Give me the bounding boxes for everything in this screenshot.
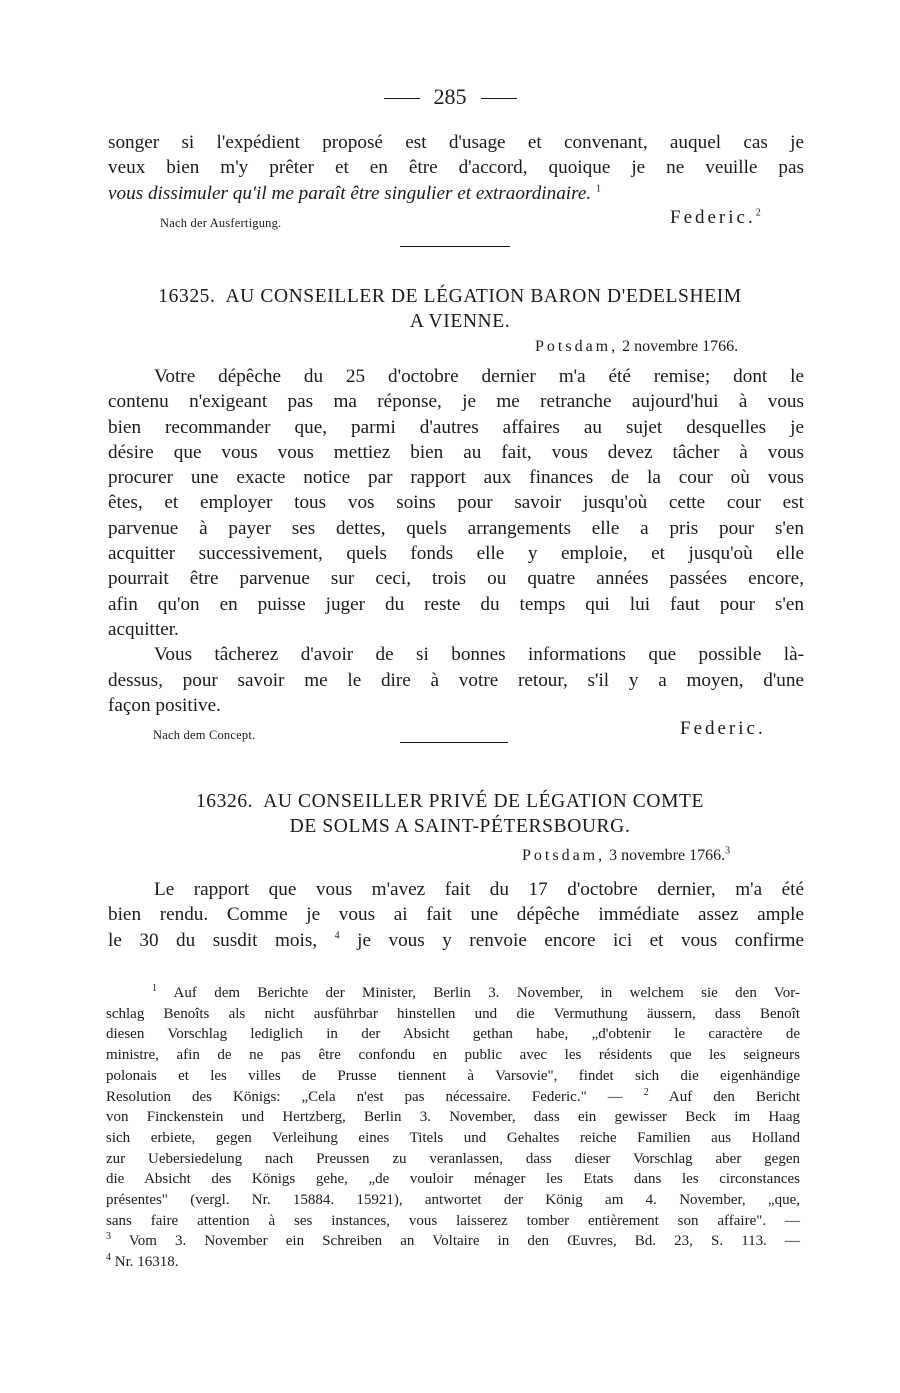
entry-title-continued [10, 310, 900, 334]
footnote-line: zur Uebersiedelung nach Preussen zu veranlassen, dass dieser Vorschlag aber gegen [106, 1150, 800, 1167]
text-line: êtes, et employer tous vos soins pour savoir jusqu'où cette cour est [108, 492, 804, 514]
text-line: Le rapport que vous m'avez fait du 17 d'octobre dernier, m'a été [154, 879, 804, 900]
footnote-marker: 3 [106, 1231, 111, 1243]
text-line: procurer une exacte notice par rapport aux finances de la cour où vous [108, 467, 804, 489]
text-line: dessus, pour savoir me le dire à votre retour, s'il y a moyen, d'une [108, 669, 804, 691]
text-line-content: je vous y renvoie encore ici et vous confirme [339, 929, 804, 951]
entry-title-line1: AU CONSEILLER PRIVÉ DE LÉGATION COMTE [263, 791, 705, 812]
page-number: 285 [433, 84, 467, 109]
text-line: Votre dépêche du 25 d'octobre dernier m'a été remise; dont le [154, 366, 804, 387]
text-line: façon positive. [108, 694, 221, 716]
source-note: Nach dem Concept. [153, 728, 256, 742]
text-line: songer si l'expédient proposé est d'usage et convenant, auquel cas je [108, 132, 804, 153]
text-line: bien rendu. Comme je vous ai fait une dépêche immédiate assez ample [108, 904, 804, 926]
footnote-ref: 3 [725, 845, 731, 857]
entry-title [0, 285, 900, 309]
text-line: veux bien m'y prêter et en être d'accord, quoique je ne veuille pas [108, 157, 804, 179]
dateline-date: 2 novembre 1766. [622, 338, 739, 355]
text-line-content: vous dissimuler qu'il me paraît être singulier et extraordinaire. [108, 182, 592, 204]
source-note: Nach der Ausfertigung. [160, 216, 282, 230]
footnote-ref: 4 [334, 930, 340, 942]
footnote-ref: 1 [596, 183, 602, 195]
footnote-line: présentes" (vergl. Nr. 15884. 15921), antwortet der König am 4. November, „que, [106, 1192, 800, 1209]
text-line-content: le 30 du susdit mois, [108, 929, 335, 951]
footnote-line: polonais et les villes de Prusse tiennent à Varsovie", findet sich die eigenhändige [106, 1067, 800, 1084]
footnote-line [106, 1087, 800, 1108]
letter-paragraph [108, 877, 804, 953]
footnote-ref: 2 [755, 207, 761, 219]
footnote-text: Resolution des Königs: „Cela n'est pas nécessaire. Federic." — [106, 1088, 644, 1105]
text-line: afin qu'on en puisse juger du reste du temps qui lui faut pour s'en [108, 593, 804, 615]
header-dash-right [481, 98, 517, 99]
entry-number: 16325. [158, 286, 216, 307]
text-line [108, 181, 804, 206]
footnote-line [106, 1231, 800, 1252]
text-line: acquitter. [108, 618, 179, 640]
text-line: parvenue à payer ses dettes, quels arrangements elle a pris pour s'en [108, 517, 804, 539]
entry-title-continued [10, 815, 900, 839]
footnote-line: ministre, afin de ne pas être confondu en public avec les résidents que les seigneurs [106, 1047, 800, 1064]
footnote-line [106, 1252, 800, 1273]
text-line: Vous tâcherez d'avoir de si bonnes informations que possible là- [154, 644, 804, 666]
continuation-paragraph [108, 130, 804, 206]
footnote-marker: 4 [106, 1252, 111, 1264]
text-line: pourrait être parvenue sur ceci, trois ou quatre années passées encore, [108, 568, 804, 590]
footnote-line: diesen Vorschlag lediglich in der Absicht gethan habe, „d'obtenir le caractère de [106, 1026, 800, 1043]
text-line [108, 928, 804, 953]
footnote-text: Vom 3. November ein Schreiben an Voltaire in den Œuvres, Bd. 23, S. 113. — [111, 1233, 800, 1250]
entry-title [0, 790, 900, 814]
dateline [522, 847, 730, 865]
dateline-date: 3 novembre 1766. [609, 847, 726, 864]
dateline [535, 338, 738, 356]
dateline-place: Potsdam, [522, 847, 606, 864]
footnote-line: die Absicht des Königs gehe, „de vouloir ménager les Etats dans les circonstances [106, 1171, 800, 1188]
footnotes [106, 983, 800, 1273]
footnote-line: von Finckenstein und Hertzberg, Berlin 3. November, dass ein gewisser Beck im Haag [106, 1109, 800, 1126]
header-dash-left [384, 98, 420, 99]
signature [670, 207, 761, 229]
text-line: contenu n'exigeant pas ma réponse, je me retranche aujourd'hui à vous [108, 391, 804, 413]
text-line: bien recommander que, parmi d'autres affaires au sujet desquelles je [108, 416, 804, 438]
footnote-line [106, 983, 800, 1004]
letter-paragraph [108, 364, 804, 718]
footnote-marker: 1 [152, 983, 157, 994]
footnote-text: Auf dem Berichte der Minister, Berlin 3. November, in welchem sie den Vor- [157, 985, 800, 1001]
footnote-text: Nr. 16318. [111, 1254, 179, 1271]
entry-number: 16326. [195, 791, 254, 812]
footnote-marker: 2 [643, 1086, 649, 1098]
text-line: acquitter successivement, quels fonds elle y emploie, et jusqu'où elle [108, 543, 804, 565]
text-line: désire que vous vous mettiez bien au fait, vous devez tâcher à vous [108, 441, 804, 463]
footnote-line: schlag Benoîts als nicht ausführbar hinstellen und die Vermuthung äussern, dass Benoît [106, 1005, 800, 1022]
entry-title-line2: A VIENNE. [409, 311, 511, 332]
dateline-place: Potsdam, [535, 338, 619, 355]
footnote-line: sich erbiete, gegen Verleihung eines Titels und Gehaltes reiche Familien aus Holland [106, 1129, 800, 1146]
page-header [0, 84, 900, 110]
footnote-text: Auf den Bericht [648, 1088, 800, 1105]
section-divider [400, 742, 508, 743]
signature-text: Federic. [670, 207, 756, 228]
entry-title-line1: AU CONSEILLER DE LÉGATION BARON D'EDELSHEIM [225, 286, 742, 307]
signature: Federic. [680, 718, 766, 739]
entry-title-line2: DE SOLMS A SAINT-PÉTERSBOURG. [289, 816, 631, 837]
footnote-line: sans faire attention à ses instances, vous laisserez tomber entièrement son affaire". — [106, 1212, 800, 1229]
section-divider [400, 246, 510, 247]
